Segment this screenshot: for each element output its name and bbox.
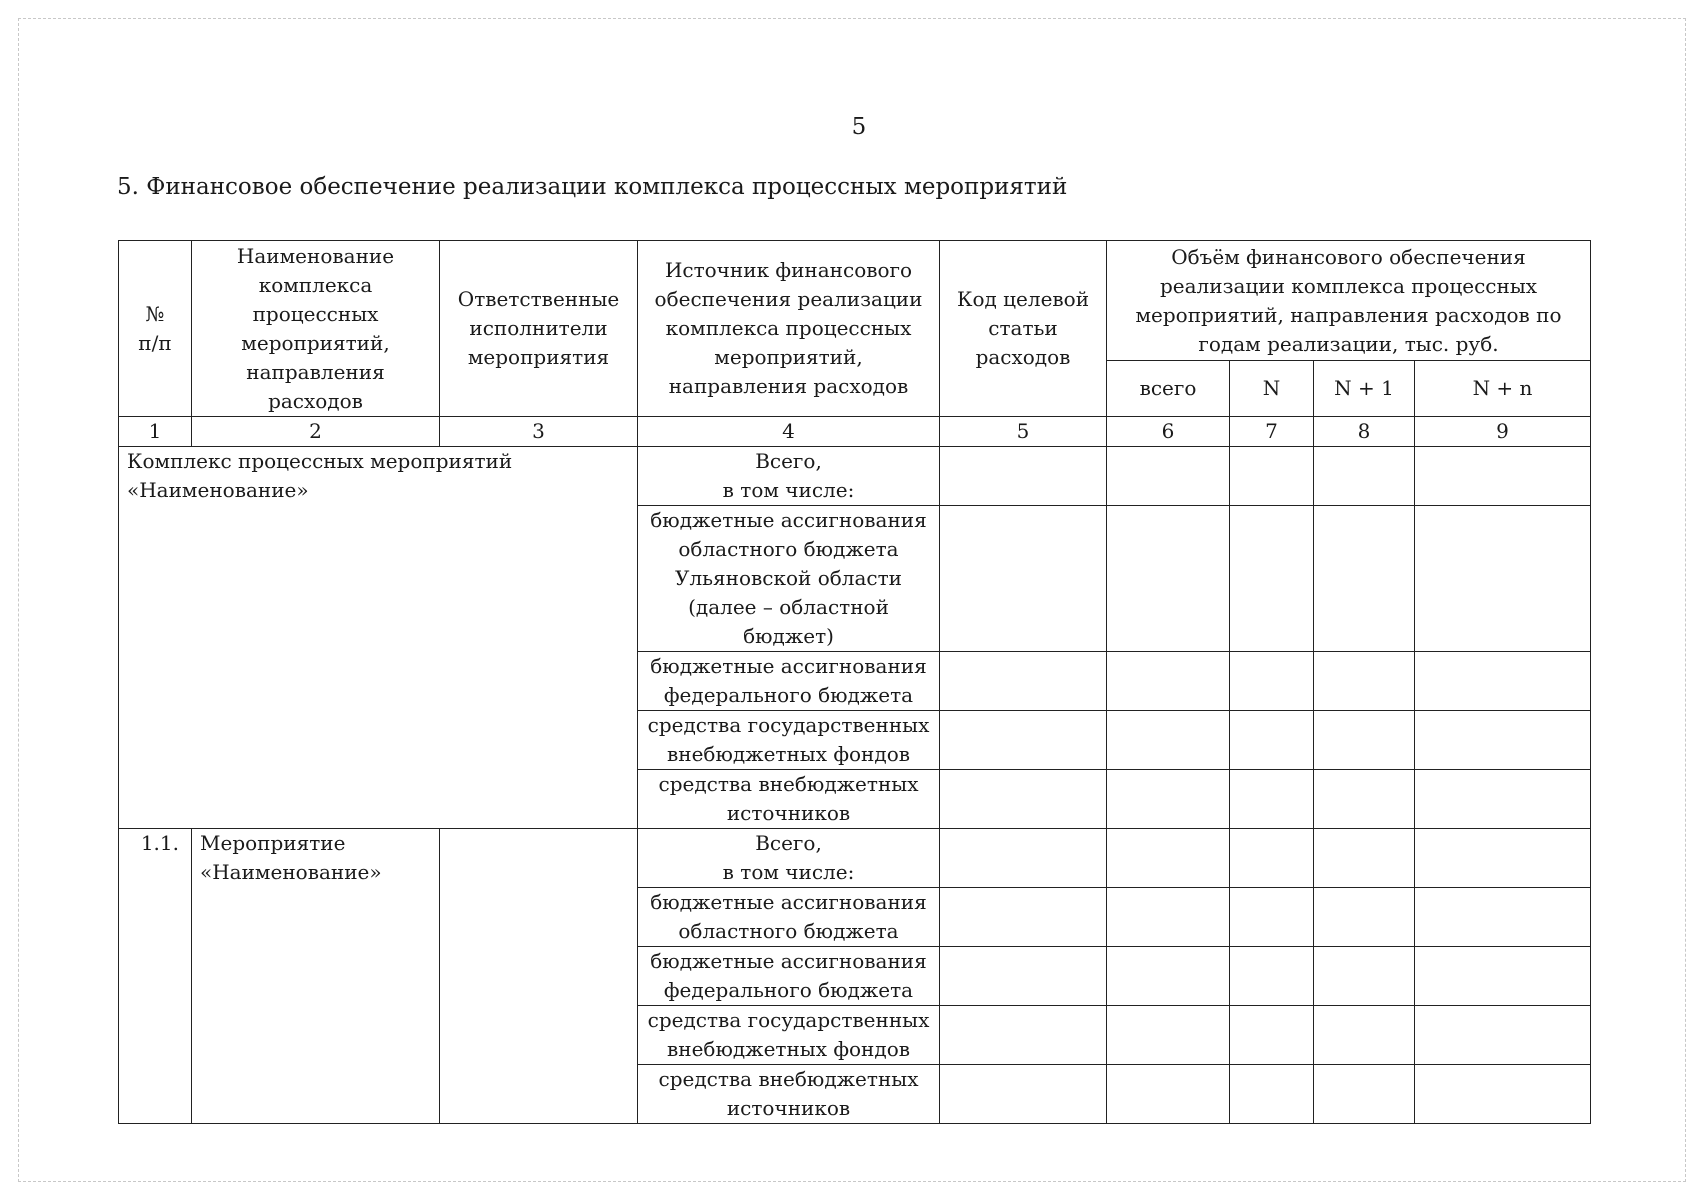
value-cell	[1314, 447, 1415, 506]
header-source: Источник финансового обеспечения реализации комплекса процессных мероприятий, направления расходов	[638, 241, 940, 417]
value-cell	[1314, 770, 1415, 829]
value-cell	[1415, 1006, 1591, 1065]
value-cell	[1230, 652, 1314, 711]
value-cell	[1107, 506, 1230, 652]
source-cell: Всего, в том числе:	[638, 447, 940, 506]
value-cell	[1230, 506, 1314, 652]
source-cell: бюджетные ассигнования областного бюджета Ульяновской области (далее – областной бюджет)	[638, 506, 940, 652]
target-code-cell	[940, 1006, 1107, 1065]
source-cell: бюджетные ассигнования федерального бюджета	[638, 947, 940, 1006]
source-cell: Всего, в том числе:	[638, 829, 940, 888]
value-cell	[1314, 947, 1415, 1006]
header-year-n: N	[1230, 361, 1314, 417]
value-cell	[1314, 829, 1415, 888]
value-cell	[1415, 447, 1591, 506]
index-cell: 5	[940, 417, 1107, 447]
value-cell	[1415, 770, 1591, 829]
index-cell: 1	[119, 417, 192, 447]
activity-number: 1.1.	[119, 829, 192, 1124]
table-row	[119, 829, 1591, 888]
index-cell: 8	[1314, 417, 1415, 447]
value-cell	[1230, 1065, 1314, 1124]
value-cell	[1230, 770, 1314, 829]
index-cell: 9	[1415, 417, 1591, 447]
value-cell	[1107, 770, 1230, 829]
value-cell	[1415, 506, 1591, 652]
value-cell	[1107, 1006, 1230, 1065]
value-cell	[1415, 1065, 1591, 1124]
value-cell	[1107, 947, 1230, 1006]
complex-name: Комплекс процессных мероприятий «Наименование»	[119, 447, 638, 829]
value-cell	[1230, 947, 1314, 1006]
header-row	[119, 241, 1591, 361]
value-cell	[1314, 506, 1415, 652]
target-code-cell	[940, 711, 1107, 770]
value-cell	[1314, 1006, 1415, 1065]
table-row	[119, 447, 1591, 506]
target-code-cell	[940, 829, 1107, 888]
value-cell	[1415, 947, 1591, 1006]
index-cell: 4	[638, 417, 940, 447]
target-code-cell	[940, 447, 1107, 506]
value-cell	[1230, 888, 1314, 947]
value-cell	[1107, 711, 1230, 770]
value-cell	[1107, 829, 1230, 888]
value-cell	[1415, 829, 1591, 888]
value-cell	[1230, 447, 1314, 506]
header-total: всего	[1107, 361, 1230, 417]
activity-name: Мероприятие «Наименование»	[192, 829, 440, 1124]
index-row	[119, 417, 1591, 447]
value-cell	[1415, 711, 1591, 770]
value-cell	[1314, 888, 1415, 947]
value-cell	[1107, 1065, 1230, 1124]
header-number: № п/п	[119, 241, 192, 417]
value-cell	[1230, 711, 1314, 770]
source-cell: средства внебюджетных источников	[638, 1065, 940, 1124]
target-code-cell	[940, 1065, 1107, 1124]
source-cell: бюджетные ассигнования областного бюджета	[638, 888, 940, 947]
index-cell: 7	[1230, 417, 1314, 447]
section-title: 5. Финансовое обеспечение реализации комплекса процессных мероприятий	[117, 174, 1068, 200]
value-cell	[1314, 1065, 1415, 1124]
source-cell: средства государственных внебюджетных фондов	[638, 711, 940, 770]
index-cell: 3	[440, 417, 638, 447]
financing-table	[118, 240, 1591, 1124]
source-cell: средства государственных внебюджетных фондов	[638, 1006, 940, 1065]
value-cell	[1107, 652, 1230, 711]
target-code-cell	[940, 888, 1107, 947]
activity-executors	[440, 829, 638, 1124]
target-code-cell	[940, 506, 1107, 652]
source-cell: бюджетные ассигнования федерального бюджета	[638, 652, 940, 711]
value-cell	[1107, 447, 1230, 506]
header-volume-group: Объём финансового обеспечения реализации комплекса процессных мероприятий, направления расходов по годам реализации, тыс. руб.	[1107, 241, 1591, 361]
header-executors: Ответственные исполнители мероприятия	[440, 241, 638, 417]
value-cell	[1314, 652, 1415, 711]
value-cell	[1230, 829, 1314, 888]
value-cell	[1314, 711, 1415, 770]
header-year-nn: N + n	[1415, 361, 1591, 417]
header-target-code: Код целевой статьи расходов	[940, 241, 1107, 417]
target-code-cell	[940, 770, 1107, 829]
index-cell: 6	[1107, 417, 1230, 447]
header-name: Наименование комплекса процессных мероприятий, направления расходов	[192, 241, 440, 417]
target-code-cell	[940, 947, 1107, 1006]
header-year-n1: N + 1	[1314, 361, 1415, 417]
value-cell	[1107, 888, 1230, 947]
target-code-cell	[940, 652, 1107, 711]
index-cell: 2	[192, 417, 440, 447]
value-cell	[1415, 652, 1591, 711]
page-number: 5	[851, 114, 867, 140]
value-cell	[1415, 888, 1591, 947]
source-cell: средства внебюджетных источников	[638, 770, 940, 829]
value-cell	[1230, 1006, 1314, 1065]
